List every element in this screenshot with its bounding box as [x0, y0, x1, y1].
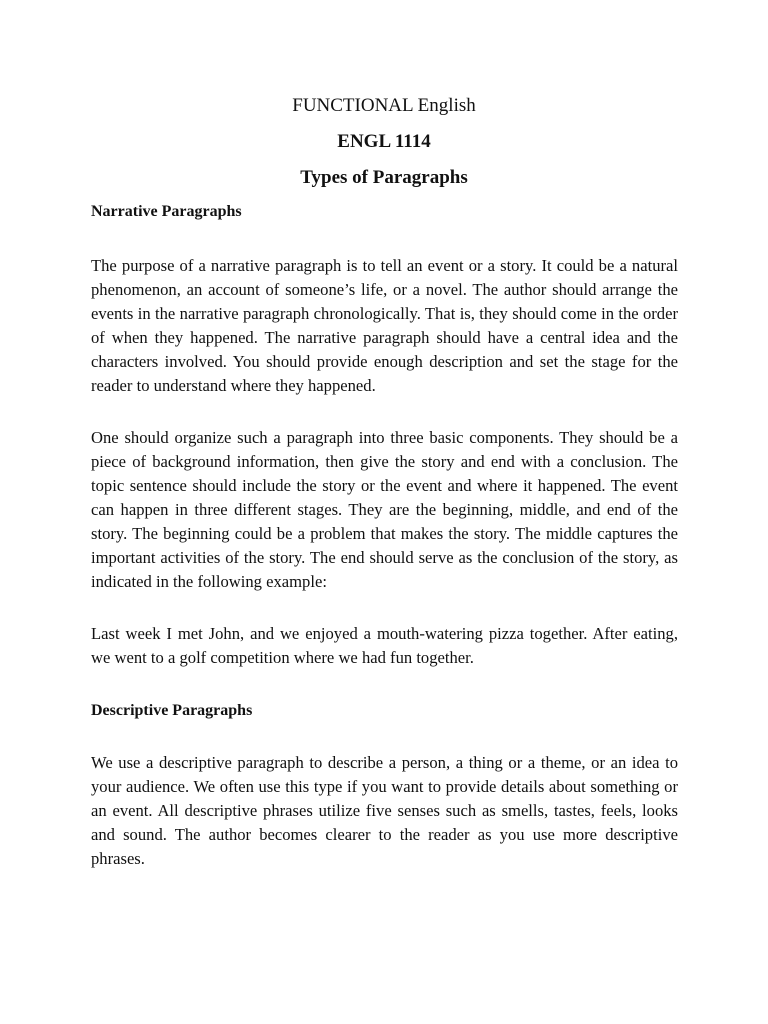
narrative-paragraph-1: The purpose of a narrative paragraph is to tell an event or a story. It could be a natural phenomenon, an account of someone’s life, or a novel. The author should arrange the events in the narrative paragraph chronologically. That is, they should come in the order of when they happened. The narrative paragraph should have a central idea and the characters involved. You should provide enough description and set the stage for the reader to understand where they happened.: [91, 256, 678, 395]
narrative-paragraph-2: One should organize such a paragraph into three basic components. They should be a piece of background information, then give the story and end with a conclusion. The topic sentence should include the story or the event and where it happened. The event can happen in three different stages. They are the beginning, middle, and end of the story. The beginning could be a problem that makes the story. The middle captures the important activities of the story. The end should serve as the conclusion of the story, as indicated in the following example:: [91, 428, 678, 591]
section-heading-descriptive: Descriptive Paragraphs: [91, 702, 253, 719]
section-heading-narrative: Narrative Paragraphs: [91, 203, 242, 220]
document-title: FUNCTIONAL English: [292, 95, 476, 116]
narrative-example-paragraph: Last week I met John, and we enjoyed a mouth-watering pizza together. After eating, we went to a golf competition where we had fun together.: [91, 624, 678, 667]
document-subtitle: Types of Paragraphs: [300, 167, 468, 188]
course-code: ENGL 1114: [337, 131, 431, 152]
descriptive-paragraph-1: We use a descriptive paragraph to describe a person, a thing or a theme, or an idea to your audience. We often use this type if you want to provide details about something or an event. All descriptive phrases utilize five senses such as smells, tastes, feels, looks and sound. The author becomes clearer to the reader as you use more descriptive phrases.: [91, 753, 678, 868]
